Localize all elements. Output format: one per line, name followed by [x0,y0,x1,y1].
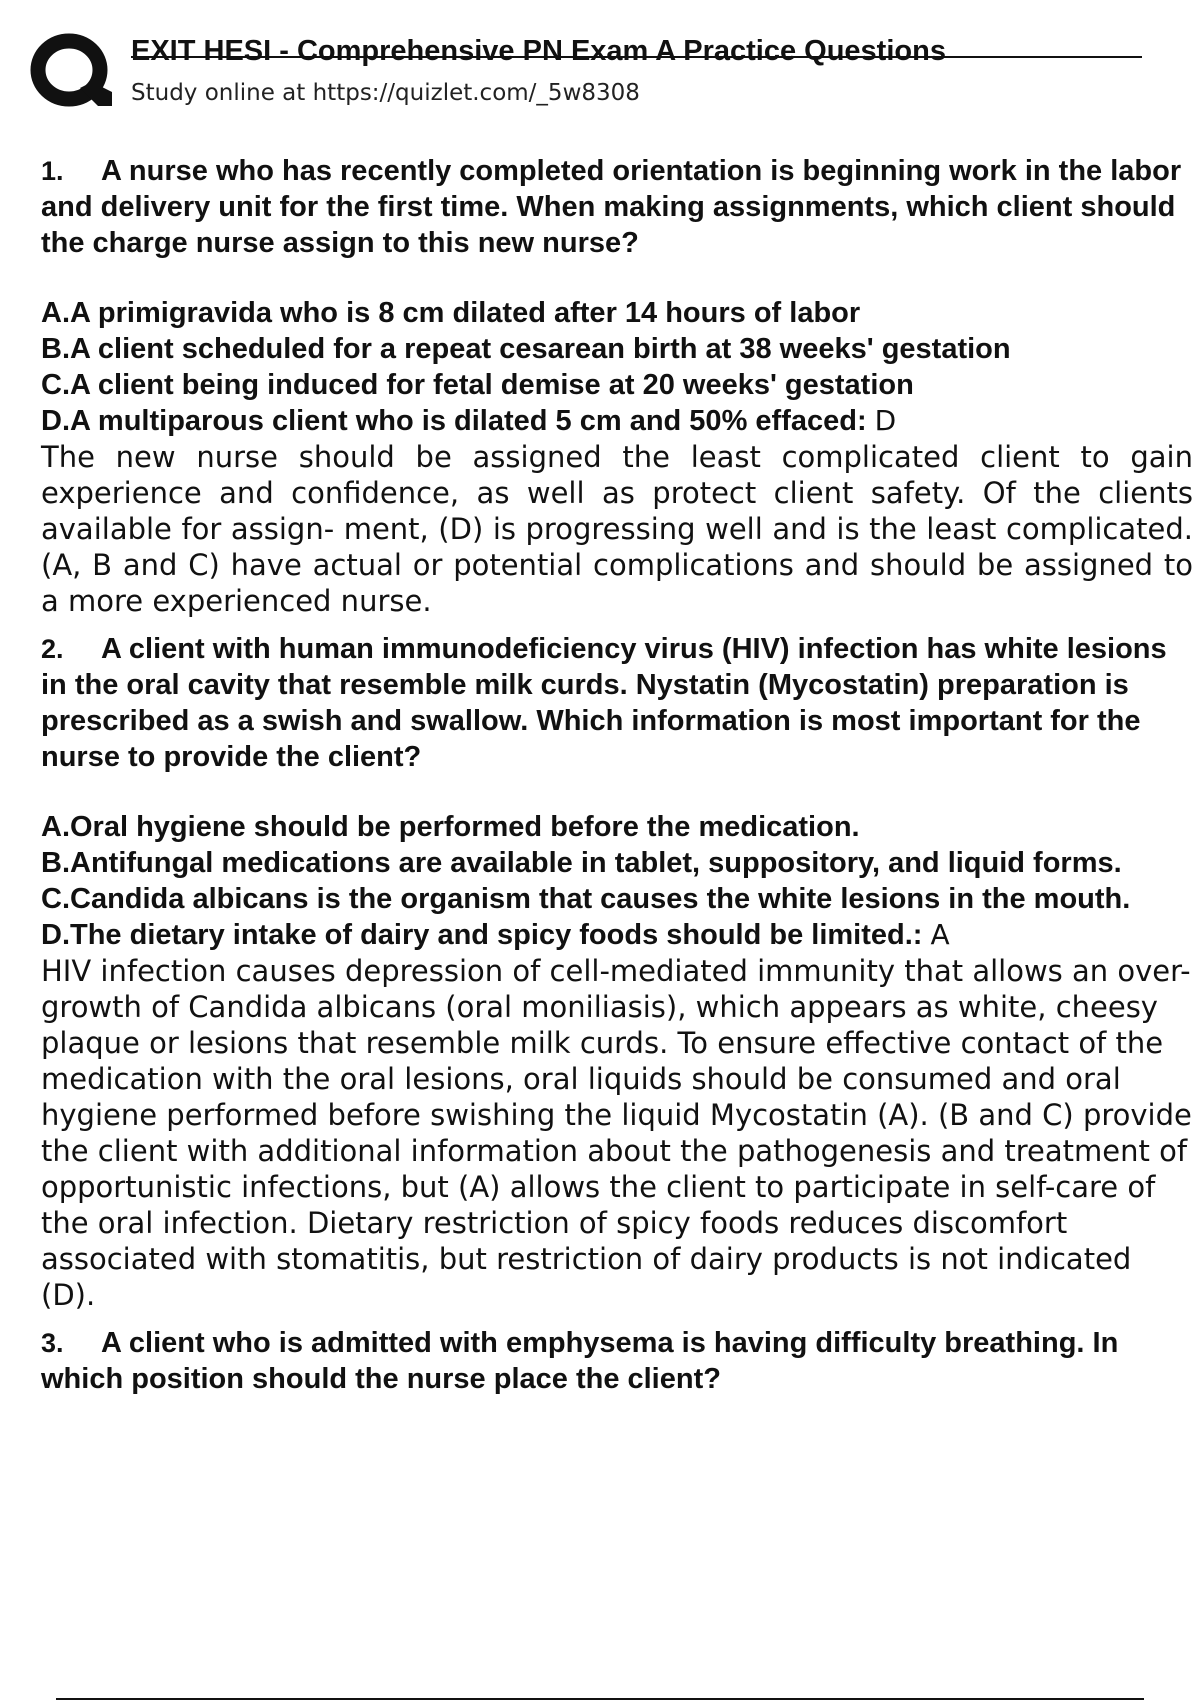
document-title: EXIT HESI - Comprehensive PN Exam A Practice Questions [131,35,946,67]
option-c: C.Candida albicans is the organism that causes the white lesions in the mouth. [41,883,1131,915]
question-1 [41,153,1193,619]
study-online-link[interactable]: Study online at https://quizlet.com/_5w8308 [131,80,640,106]
option-d [41,403,1193,439]
option-a: A.Oral hygiene should be performed before the medication. [41,811,860,843]
question-text: A nurse who has recently completed orientation is beginning work in the labor and delivery unit for the first time. When making assignments, which client should the charge nurse assign to this new nurse? [41,155,1182,259]
option-d-text: D.A multiparous client who is dilated 5 cm and 50% effaced: [41,405,867,437]
question-text: A client with human immunodeficiency virus (HIV) infection has white lesions in the oral cavity that resemble milk curds. Nystatin (Mycostatin) preparation is prescribed as a swish and swallow. Which information is most important for the nurse to provide the client? [41,633,1167,773]
option-c: C.A client being induced for fetal demise at 20 weeks' gestation [41,369,914,401]
option-d [41,917,1193,953]
question-2 [41,631,1193,1313]
option-a: A.A primigravida who is 8 cm dilated after 14 hours of labor [41,297,861,329]
question-number: 1. [41,156,64,186]
answer-options [41,809,1193,953]
question-list [41,153,1193,1397]
question-3 [41,1325,1193,1397]
question-prompt [41,1325,1193,1397]
page-header [0,0,1200,120]
option-b: B.Antifungal medications are available in tablet, suppository, and liquid forms. [41,847,1122,879]
answer-rationale: HIV infection causes depression of cell-mediated immunity that allows an over- growth of Candida albicans (oral moniliasis), which appears as white, cheesy plaque or lesions that resemble milk curds. To ensure effective contact of the medication with the oral lesions, oral liquids should be consumed and oral hygiene performed before swishing the liquid Mycostatin (A). (B and C) provide the client with additional information about the pathogenesis and treatment of opportunistic infections, but (A) allows the client to participate in self-care of the oral infection. Dietary restriction of spicy foods reduces discomfort associated with stomatitis, but restriction of dairy products is not indicated (D). [41,954,1192,1312]
quizlet-q-logo-icon [30,30,112,112]
question-prompt [41,153,1193,261]
question-number: 2. [41,634,64,664]
correct-answer: D [874,404,897,437]
question-number: 3. [41,1328,64,1358]
correct-answer: A [930,918,950,951]
answer-rationale: The new nurse should be assigned the least complicated client to gain experience and confidence, as well as protect client safety. Of the clients available for assign- ment, (D) is progressing well and is the least complicated. (A, B and C) have actual or potential complications and should be assigned to a more experienced nurse. [41,440,1193,618]
option-b: B.A client scheduled for a repeat cesarean birth at 38 weeks' gestation [41,333,1011,365]
answer-options [41,295,1193,439]
question-text: A client who is admitted with emphysema is having difficulty breathing. In which position should the nurse place the client? [41,1327,1119,1395]
option-d-text: D.The dietary intake of dairy and spicy foods should be limited.: [41,919,923,951]
question-prompt [41,631,1193,775]
